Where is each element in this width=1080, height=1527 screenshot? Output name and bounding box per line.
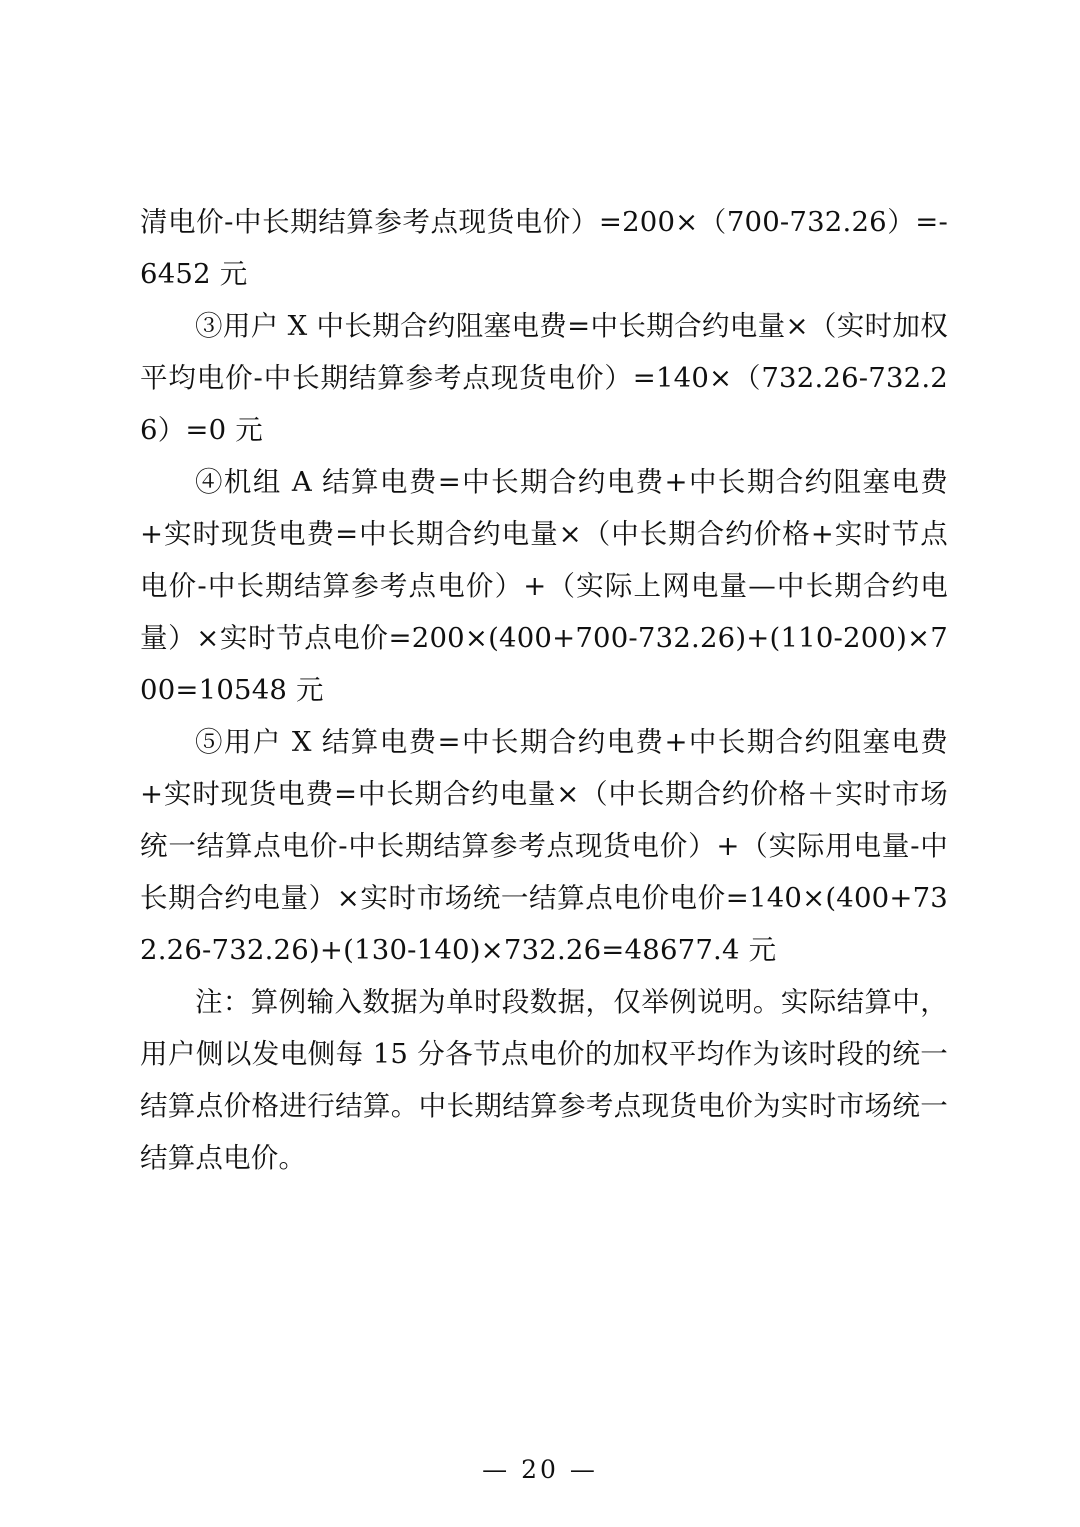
- paragraph-item-3: ③用户 X 中长期合约阻塞电费=中长期合约电量×（实时加权平均电价-中长期结算参考点现货电价）=140×（732.26-732.26）=0 元: [140, 310, 948, 446]
- paragraph-item-4: ④机组 A 结算电费=中长期合约电费+中长期合约阻塞电费+实时现货电费=中长期合约电量×（中长期合约价格+实时节点电价-中长期结算参考点电价）+（实际上网电量—中长期合约电量）×实时节点电价=200×(400+700-732.26)+(110-200)×700=10548 元: [140, 466, 948, 706]
- paragraph-continued: 清电价-中长期结算参考点现货电价）=200×（700-732.26）=-6452 元: [140, 206, 948, 290]
- paragraph-item-5: ⑤用户 X 结算电费=中长期合约电费+中长期合约阻塞电费+实时现货电费=中长期合约电量×（中长期合约价格＋实时市场统一结算点电价-中长期结算参考点现货电价）+（实际用电量-中长期合约电量）×实时市场统一结算点电价电价=140×(400+732.26-732.26)+(130-140)×732.26=48677.4 元: [140, 726, 948, 966]
- paragraph-note: 注：算例输入数据为单时段数据，仅举例说明。实际结算中，用户侧以发电侧每 15 分各节点电价的加权平均作为该时段的统一结算点价格进行结算。中长期结算参考点现货电价为实时市场统一结算点电价。: [140, 986, 948, 1174]
- page-number: — 20 —: [482, 1455, 598, 1484]
- document-body: [140, 196, 948, 1184]
